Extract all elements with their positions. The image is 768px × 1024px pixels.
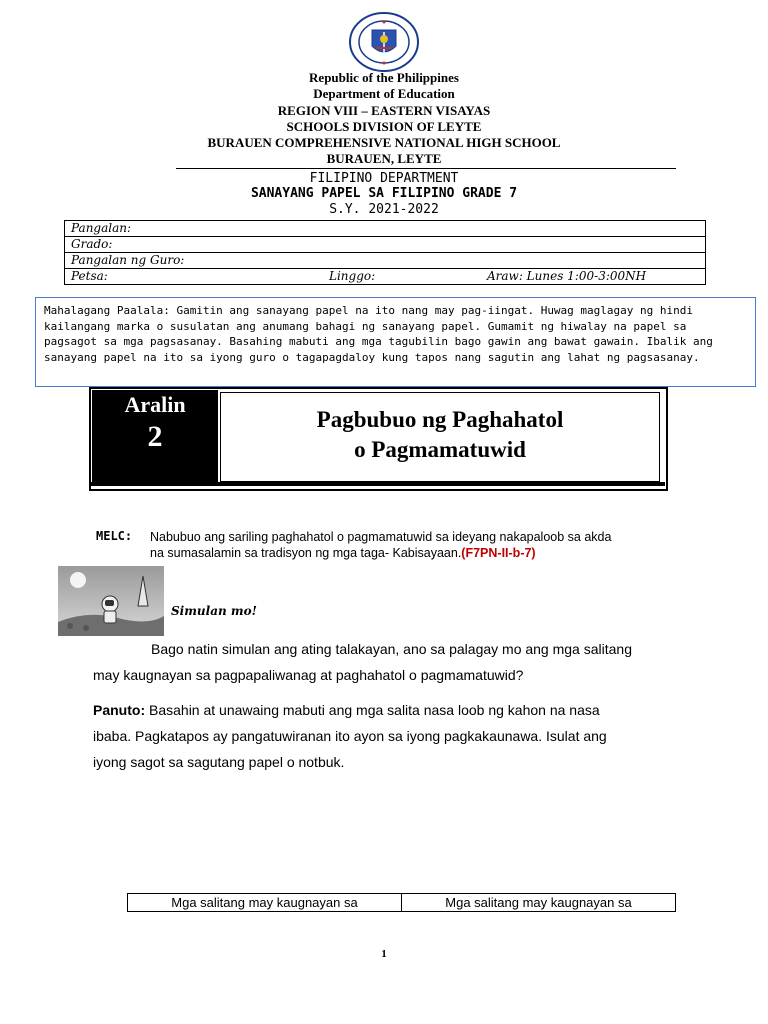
notice-line: kailangang marka o susulatan ang anumang bahagi ng sanayang papel. Gumamit ng hiwalay na papel sa	[44, 319, 687, 333]
panuto-paragraph	[93, 697, 675, 775]
student-info-table	[64, 220, 706, 285]
department-line: Department of Education	[313, 86, 455, 101]
lesson-title-box	[220, 392, 660, 482]
paper-title: SANAYANG PAPEL SA FILIPINO GRADE 7	[250, 186, 518, 201]
teacher-label: Pangalan ng Guro:	[71, 253, 185, 267]
lesson-title-line2: o Pagmamatuwid	[354, 437, 526, 462]
header-divider	[176, 168, 676, 169]
lesson-title-line1: Pagbubuo ng Paghahatol	[316, 407, 564, 432]
dept-line: FILIPINO DEPARTMENT	[309, 171, 459, 186]
melc-label: MELC:	[96, 529, 133, 543]
melc-code: (F7PN-II-b-7)	[461, 546, 536, 560]
week-label: Linggo:	[329, 269, 376, 283]
astronaut-illustration	[58, 566, 164, 636]
banner-shadow	[91, 482, 665, 486]
region-line: REGION VIII – EASTERN VISAYAS	[277, 103, 491, 118]
lesson-number-block	[92, 390, 218, 482]
intro-line2: may kaugnayan sa pagpapaliwanag at paghahatol o pagmamatuwid?	[93, 667, 524, 683]
name-field[interactable]	[65, 221, 706, 237]
date-row[interactable]	[65, 269, 706, 285]
deped-seal-logo	[348, 12, 420, 72]
school-line: BURAUEN COMPREHENSIVE NATIONAL HIGH SCHOOL	[207, 135, 561, 150]
notice-box	[35, 297, 756, 387]
town-line: BURAUEN, LEYTE	[326, 151, 442, 166]
grade-field[interactable]	[65, 237, 706, 253]
name-label: Pangalan:	[71, 221, 132, 235]
date-label: Petsa:	[71, 269, 108, 283]
panuto-line3: iyong sagot sa sagutang papel o notbuk.	[93, 754, 345, 770]
grade-label: Grado:	[71, 237, 113, 251]
simulan-heading: Simulan mo!	[171, 604, 257, 618]
day-label: Araw: Lunes 1:00-3:00NH	[487, 269, 647, 283]
panuto-text: Basahin at unawaing mabuti ang mga salita nasa loob ng kahon na nasa	[145, 702, 600, 718]
table-header-cell: Mga salitang may kaugnayan sa	[128, 894, 402, 912]
melc-text-line1: Nabubuo ang sariling paghahatol o pagmamatuwid sa ideyang nakapaloob sa akda	[150, 530, 612, 544]
school-year: S.Y. 2021-2022	[329, 202, 439, 217]
panuto-line2: ibaba. Pagkatapos ay pangatuwiranan ito ayon sa iyong pagkakaunawa. Isulat ang	[93, 728, 607, 744]
notice-line: pagsagot sa mga pagsasanay. Basahing mabuti ang mga tagubilin bago gawin ang bawat gawain. Ibalik ang	[44, 335, 713, 348]
panuto-label: Panuto:	[93, 702, 146, 718]
table-header-cell: Mga salitang may kaugnayan sa	[402, 894, 676, 912]
teacher-field[interactable]	[65, 253, 706, 269]
words-table	[127, 893, 676, 912]
lesson-number: 2	[147, 420, 163, 453]
intro-line1: Bago natin simulan ang ating talakayan, ano sa palagay mo ang mga salitang	[151, 641, 632, 657]
intro-paragraph	[93, 636, 675, 688]
melc-text: na sumasalamin sa tradisyon ng mga taga- Kabisayaan.	[150, 546, 462, 560]
notice-line: sanayang papel na ito sa iyong guro o tagapagdaloy kung tapos nang sagutin ang lahat ng pagsasanay.	[44, 350, 700, 364]
panuto-line1	[93, 697, 675, 723]
aralin-label: Aralin	[124, 392, 186, 417]
melc-text-line2	[150, 545, 536, 561]
republic-line: Republic of the Philippines	[309, 70, 459, 85]
page-number: 1	[381, 948, 387, 960]
notice-line: Mahalagang Paalala: Gamitin ang sanayang papel na ito nang may pag-iingat. Huwag maglagay ng hindi	[44, 304, 694, 317]
division-line: SCHOOLS DIVISION OF LEYTE	[286, 119, 482, 134]
